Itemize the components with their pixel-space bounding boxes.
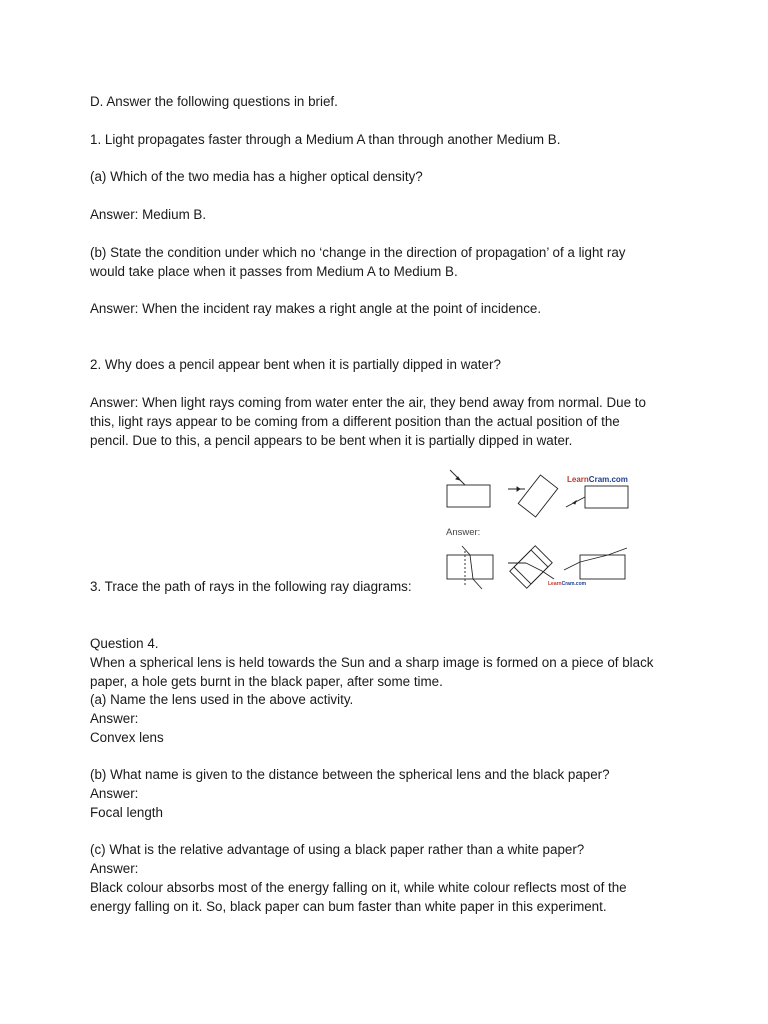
- answer-label: Answer:: [446, 527, 481, 538]
- question-4-intro: [90, 653, 690, 691]
- arrow-head: [517, 487, 520, 491]
- question-2-answer: [90, 393, 690, 450]
- question-1: 1. Light propagates faster through a Medium A than through another Medium B.: [90, 132, 561, 147]
- glass-slab-2: [518, 475, 558, 517]
- glass-slab-1: [447, 485, 490, 507]
- answer-ray-3-emergent: [608, 548, 627, 555]
- question-4-part-c: (c) What is the relative advantage of using a black paper rather than a white paper?: [90, 842, 585, 857]
- question-1-part-b-line: (b) State the condition under which no ‘change in the direction of propagation’ of a light ray: [90, 245, 626, 260]
- question-1-answer-a: Answer: Medium B.: [90, 207, 207, 222]
- question-4-answer-a: Convex lens: [90, 730, 164, 745]
- question-4-part-b: (b) What name is given to the distance between the spherical lens and the black paper?: [90, 767, 610, 782]
- question-1-part-b-line: would take place when it passes from Medium A to Medium B.: [90, 264, 458, 279]
- question-4-intro-line: When a spherical lens is held towards the Sun and a sharp image is formed on a piece of black: [90, 655, 654, 670]
- glass-slab-3: [585, 486, 628, 508]
- question-4-part-a: (a) Name the lens used in the above activity.: [90, 692, 354, 707]
- question-2-answer-line: Answer: When light rays coming from water enter the air, they bend away from normal. Due to: [90, 395, 646, 410]
- answer-ray-3-refracted: [580, 555, 608, 562]
- watermark-top: LearnCram.com: [567, 475, 628, 484]
- question-1-part-a: (a) Which of the two media has a higher optical density?: [90, 169, 423, 184]
- question-4-answer-c: [90, 878, 690, 916]
- arrow-head: [456, 477, 460, 480]
- answer-ray-1: [462, 546, 470, 555]
- ray-diagram-figure: [440, 463, 632, 593]
- question-4-answer-label-b: Answer:: [90, 786, 139, 801]
- answer-ray-1-emergent: [473, 579, 482, 589]
- question-2-answer-line: pencil. Due to this, a pencil appears to be bent when it is partially dipped in water.: [90, 433, 573, 448]
- arrow-head: [573, 501, 576, 504]
- answer-ray-2-refracted: [526, 563, 542, 571]
- question-4-answer-c-line: Black colour absorbs most of the energy falling on it, while white colour reflects most of the: [90, 880, 627, 895]
- question-3: 3. Trace the path of rays in the following ray diagrams:: [90, 579, 412, 594]
- question-4-answer-label-c: Answer:: [90, 861, 139, 876]
- question-4-answer-b: Focal length: [90, 805, 163, 820]
- question-2: 2. Why does a pencil appear bent when it is partially dipped in water?: [90, 357, 501, 372]
- question-4-title: Question 4.: [90, 636, 159, 651]
- section-heading: D. Answer the following questions in brief.: [90, 94, 338, 109]
- question-1-answer-b: Answer: When the incident ray makes a right angle at the point of incidence.: [90, 301, 542, 316]
- answer-slab-3: [580, 555, 625, 579]
- question-2-answer-line: this, light rays appear to be coming from a different position than the actual position of the: [90, 414, 620, 429]
- answer-ray-3: [564, 562, 580, 570]
- watermark-bottom: LearnCram.com: [548, 581, 587, 587]
- question-4-answer-c-line: energy falling on it. So, black paper can bum faster than white paper in this experiment.: [90, 899, 607, 914]
- answer-ray-1-refracted: [470, 555, 473, 579]
- answer-slab-2: [510, 546, 552, 588]
- answer-ray-2-emergent: [542, 571, 554, 579]
- question-1-part-b: [90, 243, 690, 281]
- question-4-intro-line: paper, a hole gets burnt in the black paper, after some time.: [90, 674, 443, 689]
- question-4-answer-label-a: Answer:: [90, 711, 139, 726]
